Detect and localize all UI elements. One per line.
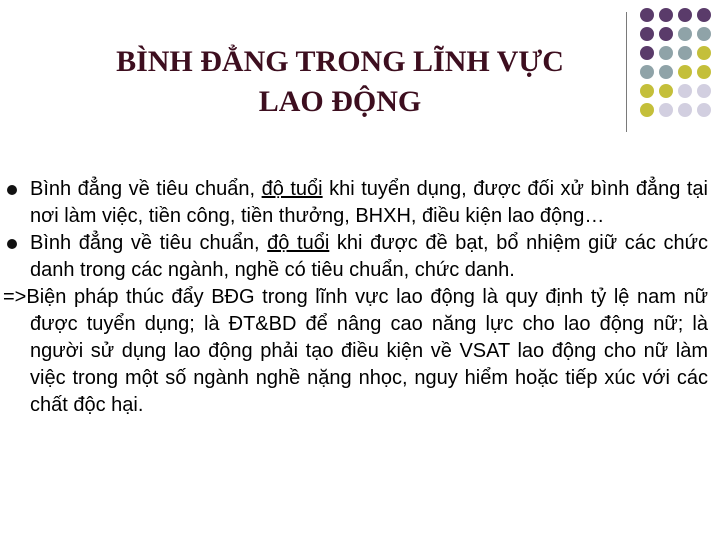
bullet-item-recruitment — [0, 176, 720, 230]
slide-title — [60, 42, 620, 122]
decor-dot — [678, 103, 692, 117]
decor-dot — [659, 65, 673, 79]
decor-dot — [640, 84, 654, 98]
decor-dot — [659, 8, 673, 22]
decor-dot — [697, 65, 711, 79]
slide-title-line-2: LAO ĐỘNG — [258, 85, 422, 118]
slide-body — [0, 176, 720, 419]
decor-dot — [640, 8, 654, 22]
decorative-divider-line — [626, 12, 627, 132]
decor-dot — [678, 27, 692, 41]
decor-dot — [659, 103, 673, 117]
decor-dot — [640, 65, 654, 79]
decor-dot — [697, 27, 711, 41]
decor-dot — [678, 8, 692, 22]
bullet-dot-icon — [7, 239, 17, 249]
bullet-text-after: khi tuyển dụng, được đối xử bình đẳng tại nơi làm việc, tiền công, tiền thưởng, BHXH, điều kiện lao động… — [30, 178, 708, 227]
decor-dot — [678, 84, 692, 98]
bullet-dot-icon — [7, 185, 17, 195]
slide-title-line-1: BÌNH ĐẲNG TRONG LĨNH VỰC — [116, 45, 564, 78]
bullet-text-before: Bình đẳng về tiêu chuẩn, — [30, 232, 268, 254]
bullet-item-promotion — [0, 230, 720, 284]
decor-dot — [659, 84, 673, 98]
bullet-text-underlined: độ tuổi — [261, 178, 323, 200]
decor-dot — [697, 103, 711, 117]
decor-dot — [697, 46, 711, 60]
decor-dot — [697, 84, 711, 98]
decor-dot — [659, 46, 673, 60]
decor-dot — [640, 46, 654, 60]
bullet-text-before: Bình đẳng về tiêu chuẩn, — [30, 178, 262, 200]
decor-dot — [659, 27, 673, 41]
decor-dot — [678, 46, 692, 60]
decor-dot — [678, 65, 692, 79]
decor-dot — [697, 8, 711, 22]
decor-dot — [640, 27, 654, 41]
bullet-text-underlined: độ tuổi — [267, 232, 330, 254]
bullet-text-after: khi được đề bạt, bổ nhiệm giữ các chức danh trong các ngành, nghề có tiêu chuẩn, chức danh. — [30, 232, 708, 281]
conclusion-paragraph: =>Biện pháp thúc đẩy BĐG trong lĩnh vực lao động là quy định tỷ lệ nam nữ được tuyển dụng; là ĐT&BD để nâng cao năng lực cho lao động nữ; là người sử dụng lao động phải tạo điều kiện về VSAT lao động cho nữ làm việc trong một số ngành nghề nặng nhọc, nguy hiểm hoặc tiếp xúc với các chất độc hại. — [3, 286, 708, 416]
decor-dot — [640, 103, 654, 117]
